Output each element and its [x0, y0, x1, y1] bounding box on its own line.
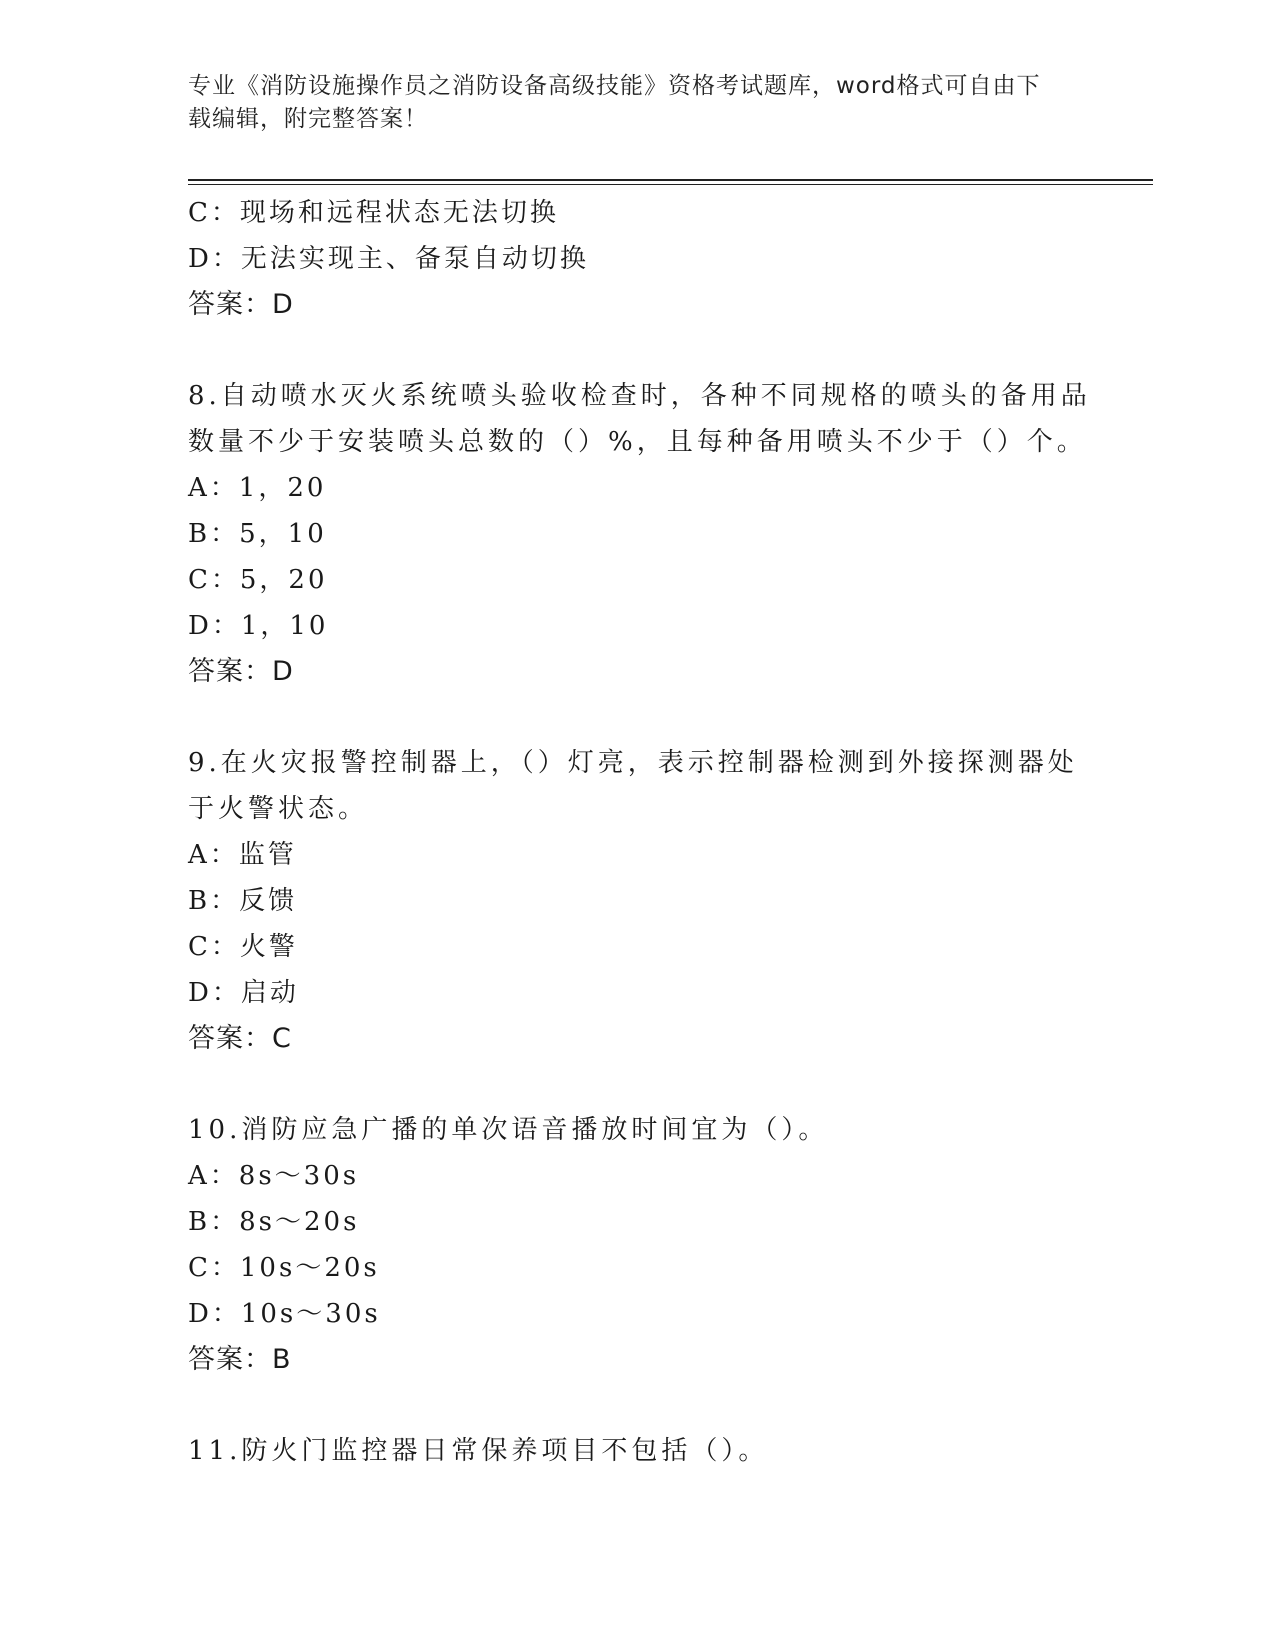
- document-header: [188, 70, 1068, 136]
- answer-label: 答案：D: [188, 656, 294, 687]
- question-text-line: 于火警状态。: [188, 794, 369, 824]
- question-text-line: 8.自动喷水灭火系统喷头验收检查时，各种不同规格的喷头的备用品: [188, 381, 1091, 411]
- option-b: B：反馈: [188, 886, 298, 916]
- option-c: C：现场和远程状态无法切换: [188, 198, 559, 228]
- header-line-1: 专业《消防设施操作员之消防设备高级技能》资格考试题库，word格式可自由下: [188, 73, 1041, 99]
- spacer: [188, 328, 1088, 373]
- options-8: [188, 465, 1088, 695]
- option-b: B：8s～20s: [188, 1207, 360, 1237]
- question-text-line: 9.在火灾报警控制器上，（）灯亮，表示控制器检测到外接探测器处: [188, 748, 1078, 778]
- option-a: A：1，20: [188, 473, 327, 503]
- spacer: [188, 1383, 1088, 1428]
- option-a: A：监管: [188, 840, 297, 870]
- option-c: C：火警: [188, 932, 298, 962]
- option-c: C：10s～20s: [188, 1253, 380, 1283]
- answer-label: 答案：B: [188, 1344, 292, 1375]
- option-c: C：5，20: [188, 565, 328, 595]
- option-d: D：10s～30s: [188, 1299, 381, 1329]
- question-text-line: 10.消防应急广播的单次语音播放时间宜为（）。: [188, 1115, 829, 1145]
- option-a: A：8s～30s: [188, 1161, 360, 1191]
- header-divider-top: [188, 179, 1153, 181]
- option-d: D：启动: [188, 978, 299, 1008]
- option-b: B：5，10: [188, 519, 327, 549]
- header-line-2: 载编辑，附完整答案！: [188, 106, 428, 132]
- options-10: [188, 1153, 1088, 1383]
- answer-label: 答案：D: [188, 289, 294, 320]
- option-d: D：1，10: [188, 611, 329, 641]
- spacer: [188, 1062, 1088, 1107]
- question-list: [188, 190, 1091, 1474]
- options-9: [188, 832, 1088, 1062]
- question-text-line: 11.防火门监控器日常保养项目不包括（）。: [188, 1436, 769, 1466]
- answer-label: 答案：C: [188, 1023, 292, 1054]
- question-block-11: [188, 1428, 1088, 1474]
- option-d: D：无法实现主、备泵自动切换: [188, 244, 589, 274]
- question-text-line: 数量不少于安装喷头总数的（）%，且每种备用喷头不少于（）个。: [188, 427, 1087, 457]
- question-block-9: [188, 740, 1088, 832]
- header-divider-bottom: [188, 184, 1153, 185]
- question-block-8: [188, 373, 1091, 465]
- question-block-7: [188, 190, 1088, 328]
- question-block-10: [188, 1107, 1088, 1153]
- spacer: [188, 695, 1088, 740]
